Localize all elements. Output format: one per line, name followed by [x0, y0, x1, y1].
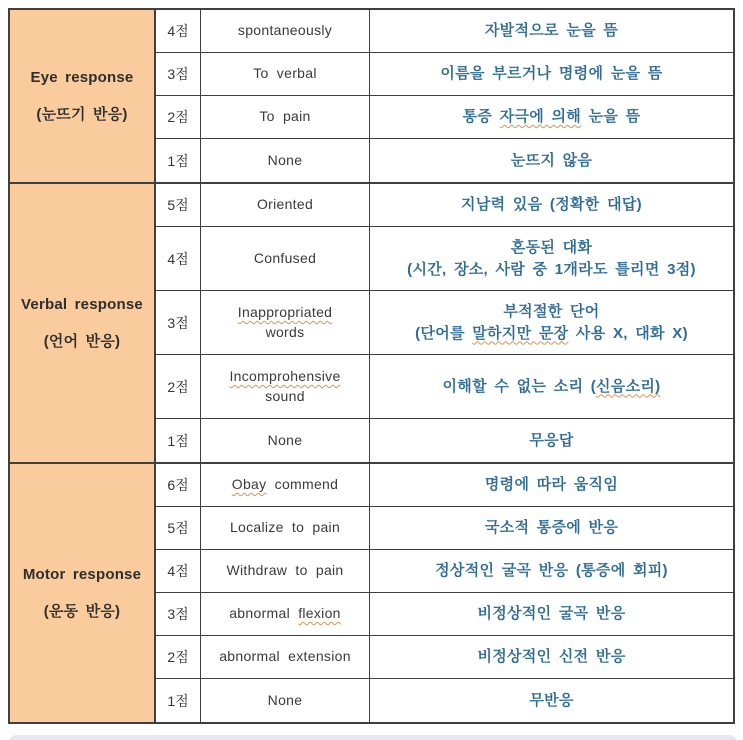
table-row — [156, 291, 733, 355]
korean-cell-line — [477, 603, 625, 625]
misspelled-text: 말하지만 문장 — [472, 324, 569, 342]
text-segment: commend — [266, 476, 339, 493]
score-cell: 4점 — [156, 550, 201, 592]
category-title-ko: (언어 반응) — [43, 332, 121, 350]
korean-cell — [370, 10, 733, 52]
korean-cell-line — [485, 20, 618, 42]
text-segment: (시간, 장소, 사람 중 1개라도 틀리면 3점) — [407, 260, 696, 278]
table-row — [156, 10, 733, 53]
table-row — [156, 227, 733, 291]
rows-verbal-response — [156, 184, 733, 462]
english-cell-line — [268, 431, 303, 451]
text-segment: 사용 X, 대화 X) — [568, 324, 688, 342]
english-cell — [201, 550, 370, 592]
korean-cell — [370, 184, 733, 226]
english-cell-line — [268, 691, 303, 711]
text-segment: Confused — [253, 249, 317, 266]
text-segment: spontaneously — [237, 22, 333, 39]
category-cell-motor-response — [10, 464, 156, 722]
text-segment: 눈뜨지 않음 — [510, 151, 593, 169]
text-segment: None — [267, 431, 303, 448]
english-cell — [201, 593, 370, 635]
text-segment: sound — [265, 387, 305, 404]
korean-cell-line — [461, 194, 642, 216]
english-cell — [201, 679, 370, 722]
korean-cell-line — [511, 150, 592, 172]
misspelled-text: Incomprohensive — [229, 367, 341, 384]
english-cell-line — [253, 64, 317, 84]
korean-cell-line — [529, 430, 573, 452]
text-segment: Withdraw to pain — [226, 562, 344, 579]
text-segment: 이해할 수 없는 소리 ( — [442, 377, 597, 395]
text-segment: 혼동된 대화 — [510, 238, 593, 256]
misspelled-text: Obay — [231, 476, 267, 493]
score-cell: 5점 — [156, 184, 201, 226]
category-cell-verbal-response — [10, 184, 156, 462]
korean-cell — [370, 291, 733, 354]
score-cell: 3점 — [156, 593, 201, 635]
text-segment: None — [267, 151, 303, 168]
score-cell: 4점 — [156, 10, 201, 52]
korean-cell-line — [511, 237, 592, 259]
english-cell — [201, 227, 370, 290]
text-segment: abnormal extension — [219, 648, 351, 665]
english-cell-line — [259, 107, 310, 127]
english-cell — [201, 355, 370, 418]
text-segment: To pain — [259, 108, 311, 125]
text-segment: Oriented — [256, 196, 314, 213]
korean-cell — [370, 96, 733, 138]
english-cell — [201, 464, 370, 506]
score-cell: 4점 — [156, 227, 201, 290]
text-segment: 국소적 통증에 반응 — [484, 519, 619, 537]
text-segment: 명령에 따라 움직임 — [484, 476, 619, 494]
text-segment: 무응답 — [529, 431, 574, 449]
korean-cell — [370, 355, 733, 418]
text-segment: 비정상적인 굴곡 반응 — [477, 605, 626, 623]
section-eye-response — [10, 10, 733, 184]
english-cell-line — [266, 323, 305, 343]
english-cell-line — [238, 21, 332, 41]
korean-cell-line — [463, 106, 641, 128]
text-segment: abnormal — [229, 605, 299, 622]
category-cell-eye-response — [10, 10, 156, 182]
table-row — [156, 679, 733, 722]
english-cell-line — [219, 647, 351, 667]
korean-cell — [370, 419, 733, 462]
text-segment: 정상적인 굴곡 반응 (통증에 회피) — [435, 562, 668, 580]
english-cell-line — [232, 475, 338, 495]
table-row — [156, 464, 733, 507]
score-cell: 2점 — [156, 636, 201, 678]
english-cell — [201, 53, 370, 95]
english-cell — [201, 139, 370, 182]
english-cell-line — [254, 249, 316, 269]
english-cell — [201, 10, 370, 52]
text-segment: words — [265, 323, 305, 340]
category-title-ko: (운동 반응) — [43, 602, 121, 620]
korean-cell — [370, 550, 733, 592]
table-row — [156, 419, 733, 462]
table-row — [156, 507, 733, 550]
english-cell-line — [257, 195, 313, 215]
text-segment: (단어를 — [415, 324, 473, 342]
text-segment: To verbal — [253, 65, 317, 82]
korean-cell-line — [407, 259, 696, 281]
korean-cell-line — [503, 301, 599, 323]
table-row — [156, 355, 733, 419]
rows-motor-response — [156, 464, 733, 722]
korean-cell — [370, 227, 733, 290]
text-segment: 이름을 부르거나 명령에 눈을 뜸 — [440, 65, 663, 83]
category-title-ko: (눈뜨기 반응) — [36, 105, 128, 123]
korean-cell — [370, 464, 733, 506]
text-segment: 통증 — [462, 108, 500, 126]
english-cell-line — [229, 604, 341, 624]
misspelled-text: 신음소리) — [596, 377, 661, 395]
english-cell — [201, 96, 370, 138]
korean-cell-line — [529, 690, 573, 712]
english-cell-line — [229, 367, 340, 387]
table-row — [156, 184, 733, 227]
korean-cell — [370, 53, 733, 95]
misspelled-text: Inappropriated — [237, 303, 333, 320]
score-cell: 5점 — [156, 507, 201, 549]
korean-cell-line — [443, 376, 661, 398]
text-segment: 눈을 뜸 — [581, 108, 641, 126]
category-title-en: Eye response — [30, 68, 134, 86]
english-cell-line — [268, 151, 303, 171]
category-title-en: Verbal response — [21, 295, 143, 313]
rows-eye-response — [156, 10, 733, 182]
misspelled-text: 자극에 의해 — [499, 108, 582, 126]
korean-cell-line — [485, 474, 618, 496]
text-segment: 자발적으로 눈을 뜸 — [484, 22, 619, 40]
table-row — [156, 636, 733, 679]
korean-cell-line — [485, 517, 618, 539]
table-row — [156, 139, 733, 182]
section-motor-response — [10, 464, 733, 722]
text-segment: None — [267, 691, 303, 708]
korean-cell — [370, 507, 733, 549]
korean-cell-line — [477, 646, 625, 668]
misspelled-text: flexion — [298, 605, 341, 622]
korean-cell — [370, 636, 733, 678]
english-cell — [201, 636, 370, 678]
korean-cell — [370, 139, 733, 182]
english-cell — [201, 184, 370, 226]
text-segment: 부적절한 단어 — [503, 302, 600, 320]
score-cell: 2점 — [156, 96, 201, 138]
table-row — [156, 53, 733, 96]
section-verbal-response — [10, 184, 733, 464]
text-segment: Localize to pain — [229, 519, 341, 536]
score-cell: 1점 — [156, 419, 201, 462]
bottom-strip — [8, 735, 738, 740]
english-cell-line — [226, 561, 343, 581]
table-row — [156, 550, 733, 593]
english-cell — [201, 507, 370, 549]
score-cell: 3점 — [156, 291, 201, 354]
english-cell-line — [230, 518, 340, 538]
english-cell — [201, 419, 370, 462]
korean-cell-line — [415, 323, 688, 345]
text-segment: 비정상적인 신전 반응 — [477, 648, 626, 666]
text-segment: 무반응 — [529, 691, 574, 709]
korean-cell — [370, 679, 733, 722]
score-cell: 6점 — [156, 464, 201, 506]
korean-cell — [370, 593, 733, 635]
score-cell: 3점 — [156, 53, 201, 95]
english-cell-line — [265, 387, 305, 407]
english-cell — [201, 291, 370, 354]
table-row — [156, 593, 733, 636]
korean-cell-line — [440, 63, 662, 85]
english-cell-line — [238, 303, 333, 323]
table-row — [156, 96, 733, 139]
category-title-en: Motor response — [22, 565, 142, 583]
text-segment: 지남력 있음 (정확한 대답) — [461, 196, 642, 214]
korean-cell-line — [435, 560, 668, 582]
score-cell: 2점 — [156, 355, 201, 418]
score-cell: 1점 — [156, 679, 201, 722]
score-cell: 1점 — [156, 139, 201, 182]
gcs-table — [8, 8, 735, 724]
